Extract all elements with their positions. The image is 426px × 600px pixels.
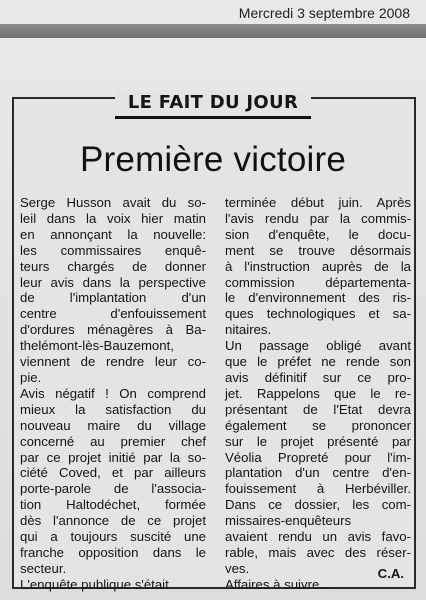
article-line: commission départementa- <box>225 274 411 290</box>
article-line: jet. Rappelons que le re- <box>225 385 411 401</box>
article-line: sur le projet présenté par <box>225 433 411 449</box>
article-line: Un passage obligé avant <box>225 338 411 354</box>
article-line: ment se trouve désormais <box>225 242 411 258</box>
article-line: par ce projet initié par la so- <box>20 449 206 465</box>
issue-date: Mercredi 3 septembre 2008 <box>238 5 410 21</box>
article-line: concerné au premier chef <box>20 433 206 449</box>
article-line: que le préfet ne rende son <box>225 354 411 370</box>
article-column-left <box>20 195 206 593</box>
article-line: avaient rendu un avis favo- <box>225 529 411 545</box>
article-line: leur avis dans la perspective <box>20 274 206 290</box>
article-line: rable, mais avec des réser- <box>225 544 411 560</box>
article-line: secteur. <box>20 560 67 576</box>
article-line: missaires-enquêteurs <box>225 513 352 529</box>
article-column-right <box>225 195 411 593</box>
article-line: ques technologiques et sa- <box>225 306 411 322</box>
article-line: dès l'annonce de ce projet <box>20 513 206 529</box>
article-line: les commissaires enquê- <box>20 242 206 258</box>
article-line: pie. <box>20 369 42 385</box>
article-line: en annonçant la nouvelle: <box>20 226 206 242</box>
article-line: thelémont-lès-Bauzemont, <box>20 338 174 354</box>
article-line: Serge Husson avait du so- <box>20 195 206 210</box>
article-line: l'avis rendu par la commis- <box>225 210 411 226</box>
article-line: qui a toujours suscité une <box>20 529 206 545</box>
article-line: franche opposition dans le <box>20 544 206 560</box>
article-line: sion d'enquête, le docu- <box>225 226 411 242</box>
article-line: nouveau maire du village <box>20 417 206 433</box>
article-line: centre d'enfouissement <box>20 306 206 322</box>
article-headline: Première victoire <box>80 140 346 179</box>
article-line: porte-parole de l'associa- <box>20 481 206 497</box>
article-line: le d'environnement des ris- <box>225 290 411 306</box>
article-line: également se prononcer <box>225 417 411 433</box>
article-line: de l'implantation d'un <box>20 290 206 306</box>
column-gutter <box>214 196 215 581</box>
section-rubric: LE FAIT DU JOUR <box>115 90 311 119</box>
author-signature: C.A. <box>377 566 404 581</box>
article-line: mieux la satisfaction du <box>20 401 206 417</box>
article-line: nitaires. <box>225 322 272 338</box>
article-line: à l'instruction auprès de la <box>225 258 411 274</box>
article-line: ciété Coved, et par ailleurs <box>20 465 206 481</box>
article-line: d'ordures ménagères à Ba- <box>20 322 206 338</box>
article-line: tion Haltodéchet, formée <box>20 497 206 513</box>
article-line: teurs chargés de donner <box>20 258 206 274</box>
article-line: ves. <box>225 560 250 576</box>
header-bar <box>0 24 426 38</box>
article-line: fouissement à Herbéviller. <box>225 481 411 497</box>
article-line: plantation d'un centre d'en- <box>225 465 411 481</box>
article-line: terminée début juin. Après <box>225 195 411 210</box>
article-line: avis définitif sur ce pro- <box>225 369 411 385</box>
article-line: présentant de l'Etat devra <box>225 401 411 417</box>
article-line: Affaires à suivre... <box>225 576 331 592</box>
article-line: Avis négatif ! On comprend <box>20 385 206 401</box>
article-line: viennent de rendre leur co- <box>20 354 206 370</box>
article-line: leil dans la voix hier matin <box>20 210 206 226</box>
article-line: Dans ce dossier, les com- <box>225 497 411 513</box>
article-line: L'enquête publique s'était <box>20 576 169 592</box>
article-line: Véolia Propreté pour l'im- <box>225 449 411 465</box>
